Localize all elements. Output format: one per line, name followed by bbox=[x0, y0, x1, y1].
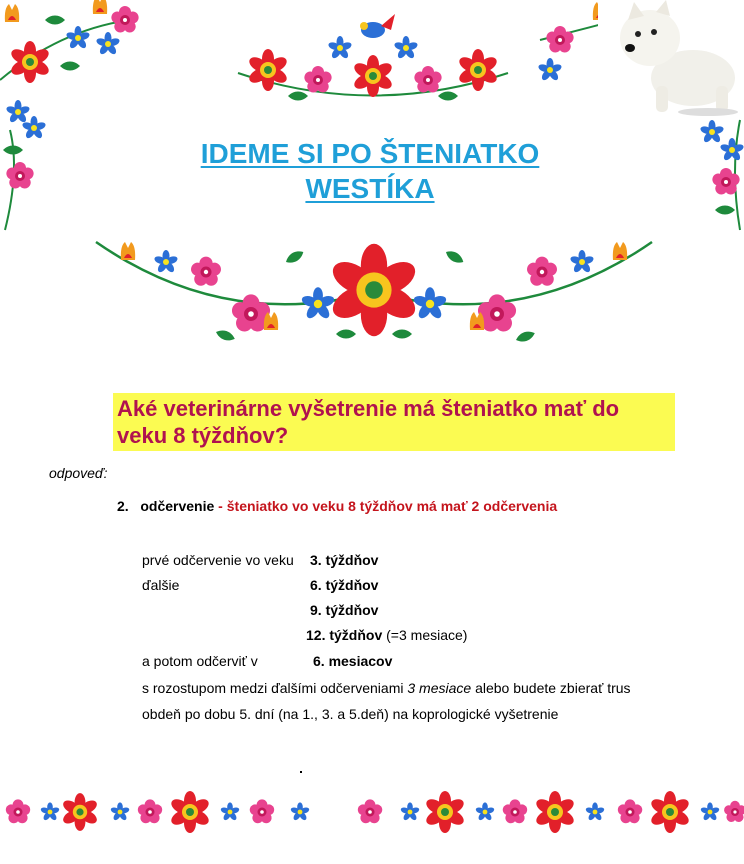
page-title bbox=[120, 136, 620, 206]
title-line-2: WESTÍKA bbox=[305, 173, 435, 204]
folk-ornament-top-center bbox=[228, 8, 518, 108]
item-separator: - bbox=[214, 498, 227, 514]
first-dose-label: prvé odčervenie vo veku bbox=[142, 552, 294, 568]
interval-line-2: obdeň po dobu 5. dní (na 1., 3. a 5.deň) na koprologické vyšetrenie bbox=[142, 706, 559, 722]
interval-part2: alebo budete zbierať trus bbox=[471, 680, 631, 696]
answer-label: odpoveď: bbox=[49, 465, 108, 481]
then-value: 6. mesiacov bbox=[313, 653, 393, 669]
item-description: šteniatko vo veku 8 týždňov má mať 2 odčervenia bbox=[226, 498, 558, 514]
stray-dot bbox=[300, 771, 302, 773]
fourth-dose bbox=[306, 627, 467, 643]
next-dose-value: 6. týždňov bbox=[310, 577, 379, 593]
folk-ornament-top-left bbox=[0, 0, 140, 240]
then-label: a potom odčerviť v bbox=[142, 653, 258, 669]
question-box: Aké veterinárne vyšetrenie má šteniatko mať do veku 8 týždňov? bbox=[113, 393, 675, 451]
fourth-dose-note: (=3 mesiace) bbox=[382, 627, 468, 643]
third-dose-value: 9. týždňov bbox=[310, 602, 379, 618]
folk-flower-garland bbox=[86, 222, 662, 372]
puppy-photo bbox=[598, 0, 744, 118]
interval-line-1 bbox=[142, 680, 631, 696]
interval-italic: 3 mesiace bbox=[407, 680, 472, 696]
folk-ornament-bottom-strip bbox=[0, 798, 744, 826]
first-dose-value: 3. týždňov bbox=[310, 552, 379, 568]
interval-part1: s rozostupom medzi ďalšími odčerveniami bbox=[142, 680, 408, 696]
title-line-1: IDEME SI PO ŠTENIATKO bbox=[200, 138, 540, 169]
item-name: odčervenie bbox=[140, 498, 215, 514]
next-dose-label: ďalšie bbox=[142, 577, 180, 593]
item-number: 2. bbox=[117, 498, 129, 514]
fourth-dose-value: 12. týždňov bbox=[306, 627, 383, 643]
item-heading bbox=[117, 498, 557, 514]
